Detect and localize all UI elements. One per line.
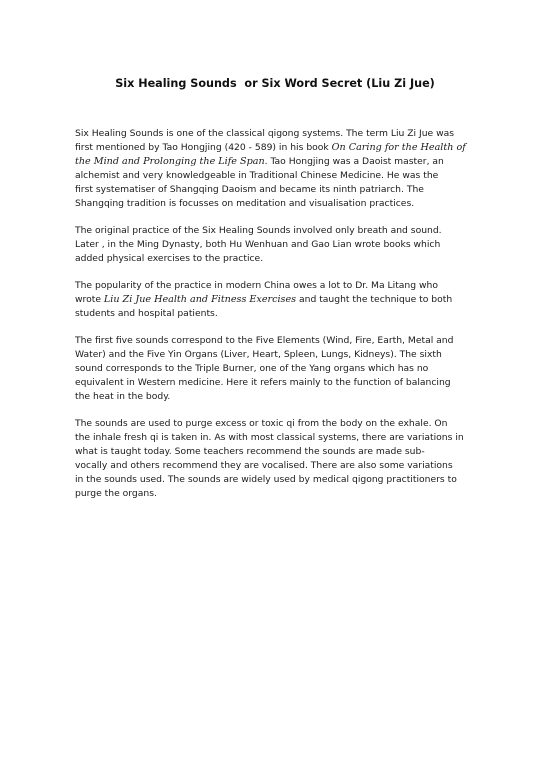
italic-title-text: the Mind and Prolonging the Life Span	[75, 156, 265, 167]
text-line	[75, 362, 500, 376]
text-line	[75, 459, 500, 473]
paragraph	[75, 127, 500, 211]
text-segment: the inhale fresh qi is taken in. As with most classical systems, there are variations in	[75, 432, 464, 443]
text-line	[75, 334, 500, 348]
text-line	[75, 445, 500, 459]
text-segment: the heat in the body.	[75, 391, 171, 402]
text-line	[75, 293, 500, 307]
text-line	[75, 252, 500, 266]
text-segment: Six Healing Sounds is one of the classical qigong systems. The term Liu Zi Jue was	[75, 128, 455, 139]
text-line	[75, 390, 500, 404]
text-segment: equivalent in Western medicine. Here it refers mainly to the function of balancing	[75, 377, 451, 388]
text-line	[75, 307, 500, 321]
text-segment: vocally and others recommend they are vocalised. There are also some variations	[75, 460, 453, 471]
text-segment: The popularity of the practice in modern China owes a lot to Dr. Ma Litang who	[75, 280, 438, 291]
text-line	[75, 487, 500, 501]
text-line	[75, 279, 500, 293]
text-line	[75, 431, 500, 445]
text-line	[75, 183, 500, 197]
text-line	[75, 197, 500, 211]
paragraph	[75, 334, 500, 404]
text-line	[75, 127, 500, 141]
text-segment: sound corresponds to the Triple Burner, one of the Yang organs which has no	[75, 363, 429, 374]
text-segment: first systematiser of Shangqing Daoism and became its ninth patriarch. The	[75, 184, 424, 195]
text-segment: what is taught today. Some teachers recommend the sounds are made sub-	[75, 446, 425, 457]
text-line	[75, 376, 500, 390]
paragraph	[75, 224, 500, 266]
text-segment: added physical exercises to the practice.	[75, 253, 264, 264]
text-line	[75, 141, 500, 155]
text-segment: in the sounds used. The sounds are widely used by medical qigong practitioners to	[75, 474, 457, 485]
text-line	[75, 238, 500, 252]
text-line	[75, 417, 500, 431]
text-segment: students and hospital patients.	[75, 308, 218, 319]
text-segment: Later , in the Ming Dynasty, both Hu Wenhuan and Gao Lian wrote books which	[75, 239, 441, 250]
text-segment: first mentioned by Tao Hongjing (420 - 589) in his book	[75, 142, 332, 153]
text-segment: and taught the technique to both	[296, 294, 453, 305]
document-title: Six Healing Sounds or Six Word Secret (Liu Zi Jue)	[115, 77, 435, 90]
text-segment: The original practice of the Six Healing Sounds involved only breath and sound.	[75, 225, 442, 236]
text-segment: wrote	[75, 294, 104, 305]
paragraph	[75, 417, 500, 501]
text-line	[75, 155, 500, 169]
text-line	[75, 169, 500, 183]
paragraph	[75, 279, 500, 321]
italic-title-text: Liu Zi Jue Health and Fitness Exercises	[103, 294, 297, 305]
text-line	[75, 348, 500, 362]
text-segment: Water) and the Five Yin Organs (Liver, Heart, Spleen, Lungs, Kidneys). The sixth	[75, 349, 442, 360]
text-segment: purge the organs.	[75, 488, 157, 499]
text-segment: . Tao Hongjing was a Daoist master, an	[264, 156, 444, 167]
italic-title-text: On Caring for the Health of	[331, 142, 466, 153]
text-segment: alchemist and very knowledgeable in Traditional Chinese Medicine. He was the	[75, 170, 439, 181]
text-line	[75, 473, 500, 487]
text-segment: Shangqing tradition is focusses on meditation and visualisation practices.	[75, 198, 415, 209]
text-segment: The sounds are used to purge excess or toxic qi from the body on the exhale. On	[75, 418, 448, 429]
text-segment: The first five sounds correspond to the Five Elements (Wind, Fire, Earth, Metal and	[75, 335, 454, 346]
text-line	[75, 224, 500, 238]
document-body	[75, 127, 500, 514]
